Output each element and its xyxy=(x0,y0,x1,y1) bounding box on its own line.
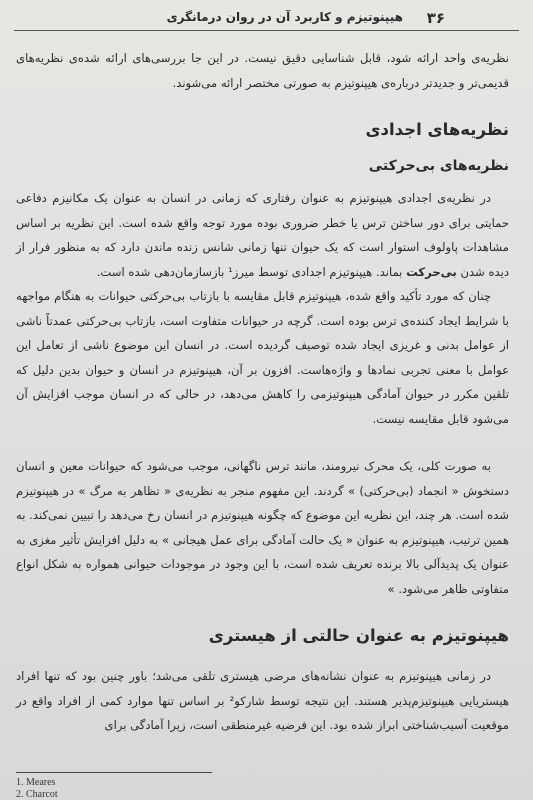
page-number: ۳۶ xyxy=(426,9,445,27)
page-header xyxy=(0,0,533,34)
section-heading-ancestral-theories: نظریه‌های اجدادی xyxy=(365,120,509,139)
subheading-immobility-theories: نظریه‌های بی‌حرکتی xyxy=(368,158,509,174)
paragraph-ancestral-3: به صورت کلی، یک محرک نیرومند، مانند ترس ناگهانی، موجب می‌شود که حیوانات معین و انسان دستخوش « انجماد (بی‌حرکتی) » گردند. این مفهوم منجر به نظریه‌ی « تظاهر به مرگ » در هیپنوتیزم شده است. هر چند، این نظریه این موضوع که چگونه هیپنوتیزم در انسان رخ می‌دهد را تبیین نمی‌کند. به همین ترتیب، هیپنوتیزم به عنوان « یک حالت آمادگی برای عمل هیجانی » به دلیل افزایش تأثیر مغزی به عنوان یک پدیدآلی بالا برنده تعریف شده است، با این وجود در موجودات حیوانی همواره به شکل انواع متفاوتی ظاهر می‌شود. » xyxy=(16,459,509,596)
footnote-2: 2. Charcot xyxy=(16,789,58,800)
footnotes xyxy=(16,777,58,800)
header-rule xyxy=(14,30,519,31)
intro-paragraph: نظریه‌ی واحد ارائه شود، قابل شناسایی دقیق نیست. در این جا بررسی‌های ارائه شده‌ی نظریه‌های قدیمی‌تر و جدیدتر درباره‌ی هیپنوتیزم به صورتی مختصر ارائه می‌شوند. xyxy=(16,51,509,90)
paragraph-hysteria-1: در زمانی هیپنوتیزم به عنوان نشانه‌های مرضی هیستری تلقی می‌شد؛ باور چنین بود که تنها افراد هیستریایی هیپنوتیزم‌پذیر هستند. این نتیجه توسط شارکو² بر اساس تنها موارد کمی از افراد واقع در موقعیت آسیب‌شناختی ابراز شده بود. این فرضیه غیرمنطقی است، زیرا آمادگی برای xyxy=(16,669,509,733)
section-heading-hysteria: هیپنوتیزم به عنوان حالتی از هیستری xyxy=(208,626,509,645)
running-title: هیپنوتیزم و کاربرد آن در روان درمانگری xyxy=(166,10,403,24)
paragraph-ancestral-1: در نظریه‌ی اجدادی هیپنوتیزم به عنوان رفتاری که زمانی در انسان به عنوان یک مکانیزم دفاعی حمایتی برای دور ساختن ترس یا خطر ضروری بوده مورد توجه واقع شده است. این نظریه بر اساس مشاهدات پاولوف استوار است که یک حیوان تنها زمانی شانس زنده ماندن دارد که به منظور فرار از دیده شدن بی‌حرکت بماند. هیپنوتیزم اجدادی توسط میرز¹ بازسازمان‌دهی شده است. xyxy=(16,191,509,279)
bold-term-immobile: بی‌حرکت xyxy=(406,264,457,279)
paragraph-ancestral-2: چنان که مورد تأکید واقع شده، هیپنوتیزم قابل مقایسه با بازتاب بی‌حرکتی حیوانات به هنگام مواجهه با شرایط ایجاد کننده‌ی ترس بوده است. گرچه در حیوانات متفاوت است، بازتاب بی‌حرکتی عمدتاً ناشی از عوامل بدنی و غریزی ایجاد شده توصیف گردیده است. در انسان این موضوع ناشی از تعامل این عوامل با معنی تجربی نمادها و واژه‌هاست. افزون بر آن، هیپنوتیزم در انسان و حیوان بدین دلیل که تلقین مکرر در حیوان آمادگی هیپنوتیزمی را کاهش می‌دهد، در حالی که در انسان موجب افزایش آن می‌شود قابل مقایسه نیست. xyxy=(16,289,509,426)
footnote-1: 1. Meares xyxy=(16,777,56,788)
footnote-rule xyxy=(16,772,212,773)
